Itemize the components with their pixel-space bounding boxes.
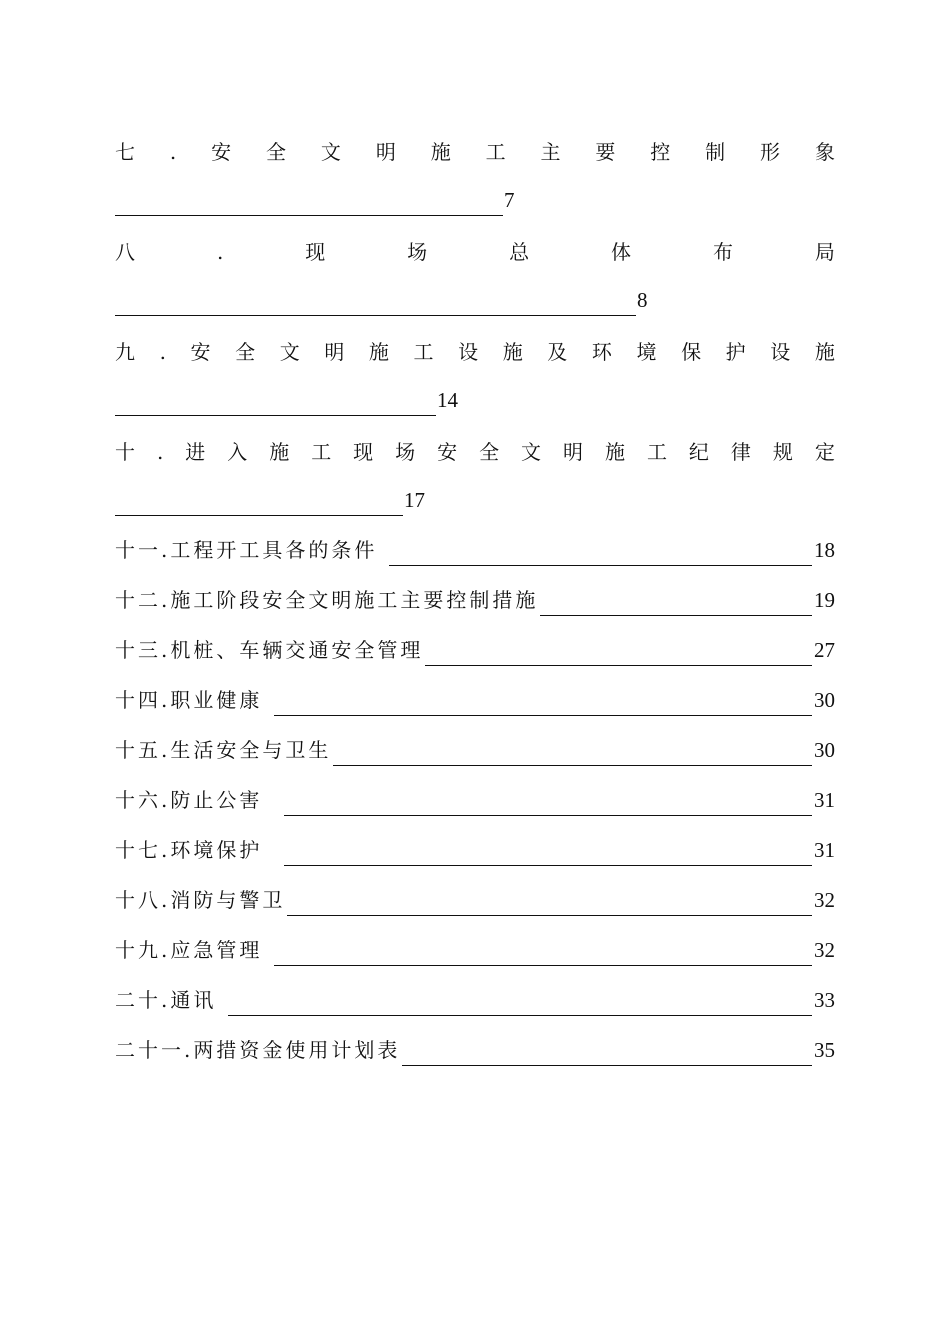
toc-char: 全 <box>266 140 287 164</box>
toc-char: 文 <box>279 340 300 364</box>
toc-char: 及 <box>547 340 568 364</box>
toc-entry-title: 十九.应急管理 <box>115 938 263 962</box>
toc-char: 场 <box>407 240 428 264</box>
toc-char: . <box>169 140 177 164</box>
leader-line <box>425 643 812 666</box>
toc-char: 施 <box>269 440 290 464</box>
toc-char: 入 <box>227 440 248 464</box>
toc-entry-8-heading <box>115 236 835 268</box>
toc-char: 八 <box>115 240 135 264</box>
toc-entry <box>115 984 835 1016</box>
toc-char: 工 <box>485 140 506 164</box>
toc-char: 现 <box>353 440 374 464</box>
toc-entry-title: 十四.职业健康 <box>115 688 263 712</box>
toc-char: 设 <box>770 340 791 364</box>
toc-entry <box>115 584 835 616</box>
toc-char: 现 <box>305 240 326 264</box>
toc-char: 工 <box>646 440 667 464</box>
toc-entry <box>115 784 835 816</box>
toc-entry <box>115 684 835 716</box>
leader-line <box>540 593 812 616</box>
toc-char: 七 <box>115 140 135 164</box>
toc-char: 进 <box>185 440 206 464</box>
toc-entry-10-heading <box>115 436 835 468</box>
toc-entry-title: 十六.防止公害 <box>115 788 263 812</box>
toc-entry <box>115 734 835 766</box>
toc-char: 明 <box>375 140 396 164</box>
toc-char: 象 <box>814 140 835 164</box>
toc-entry-title: 十二.施工阶段安全文明施工主要控制措施 <box>115 588 539 612</box>
toc-char: 施 <box>814 340 835 364</box>
toc-char: 控 <box>650 140 671 164</box>
page-number: 35 <box>814 1038 835 1062</box>
toc-entry <box>115 534 835 566</box>
toc-char: 施 <box>430 140 451 164</box>
toc-char: 安 <box>211 140 232 164</box>
toc-char: 境 <box>636 340 657 364</box>
toc-char: 施 <box>502 340 523 364</box>
toc-entry-title: 十八.消防与警卫 <box>115 888 286 912</box>
page-number: 14 <box>437 388 458 412</box>
page-number: 31 <box>814 788 835 812</box>
page-number: 31 <box>814 838 835 862</box>
page-number: 30 <box>814 738 835 762</box>
leader-line <box>333 743 812 766</box>
toc-char: 要 <box>595 140 616 164</box>
toc-entry <box>115 884 835 916</box>
toc-entry-7-leader <box>115 184 515 216</box>
toc-entry <box>115 934 835 966</box>
leader-line <box>115 393 436 416</box>
toc-char: 布 <box>712 240 733 264</box>
leader-line <box>115 193 503 216</box>
toc-entry-8-leader <box>115 284 648 316</box>
toc-char: 工 <box>311 440 332 464</box>
leader-line <box>115 293 636 316</box>
toc-char: 体 <box>611 240 632 264</box>
leader-line <box>287 893 812 916</box>
toc-char: 护 <box>725 340 746 364</box>
leader-line <box>284 793 812 816</box>
toc-entry <box>115 1034 835 1066</box>
toc-entry-7-heading <box>115 136 835 168</box>
leader-line <box>284 843 812 866</box>
toc-char: 主 <box>540 140 561 164</box>
toc-entry-9-heading <box>115 336 835 368</box>
toc-char: 施 <box>368 340 389 364</box>
toc-entry-title: 二十.通讯 <box>115 988 217 1012</box>
leader-line <box>274 943 812 966</box>
page-number: 18 <box>814 538 835 562</box>
toc-char: 工 <box>413 340 434 364</box>
toc-char: 施 <box>604 440 625 464</box>
toc-entry-title: 十七.环境保护 <box>115 838 263 862</box>
toc-entry <box>115 634 835 666</box>
toc-char: 制 <box>705 140 726 164</box>
toc-char: 局 <box>814 240 835 264</box>
page-number: 27 <box>814 638 835 662</box>
toc-char: 总 <box>509 240 530 264</box>
leader-line <box>115 493 403 516</box>
page-number: 19 <box>814 588 835 612</box>
leader-line <box>274 693 812 716</box>
page-number: 30 <box>814 688 835 712</box>
toc-char: 形 <box>760 140 781 164</box>
toc-char: 九 <box>115 340 135 364</box>
leader-line <box>228 993 812 1016</box>
toc-char: 定 <box>814 440 835 464</box>
toc-char: 律 <box>730 440 751 464</box>
toc-char: . <box>216 240 224 264</box>
page-number: 32 <box>814 938 835 962</box>
toc-char: 纪 <box>688 440 709 464</box>
toc-entry-title: 十三.机桩、车辆交通安全管理 <box>115 638 424 662</box>
toc-entry-title: 二十一.两措资金使用计划表 <box>115 1038 401 1062</box>
toc-char: . <box>159 340 166 364</box>
toc-char: 文 <box>521 440 542 464</box>
page-number: 32 <box>814 888 835 912</box>
page-number: 7 <box>504 188 515 212</box>
toc-char: 环 <box>591 340 612 364</box>
page-number: 33 <box>814 988 835 1012</box>
page-number: 17 <box>404 488 425 512</box>
toc-entry <box>115 834 835 866</box>
toc-entry-10-leader <box>115 484 425 516</box>
toc-char: 规 <box>772 440 793 464</box>
toc-char: 场 <box>395 440 416 464</box>
toc-entry-9-leader <box>115 384 458 416</box>
toc-entry-title: 十一.工程开工具各的条件 <box>115 538 378 562</box>
page-number: 8 <box>637 288 648 312</box>
toc-char: 全 <box>235 340 256 364</box>
toc-char: 设 <box>458 340 479 364</box>
leader-line <box>402 1043 812 1066</box>
toc-char: 全 <box>479 440 500 464</box>
toc-char: 文 <box>320 140 341 164</box>
toc-char: 安 <box>437 440 458 464</box>
toc-char: 明 <box>324 340 345 364</box>
toc-char: 明 <box>563 440 584 464</box>
toc-char: 保 <box>681 340 702 364</box>
leader-line <box>389 543 812 566</box>
toc-entry-title: 十五.生活安全与卫生 <box>115 738 332 762</box>
toc-char: 十 <box>115 440 135 464</box>
toc-char: 安 <box>190 340 211 364</box>
toc-char: . <box>156 440 164 464</box>
